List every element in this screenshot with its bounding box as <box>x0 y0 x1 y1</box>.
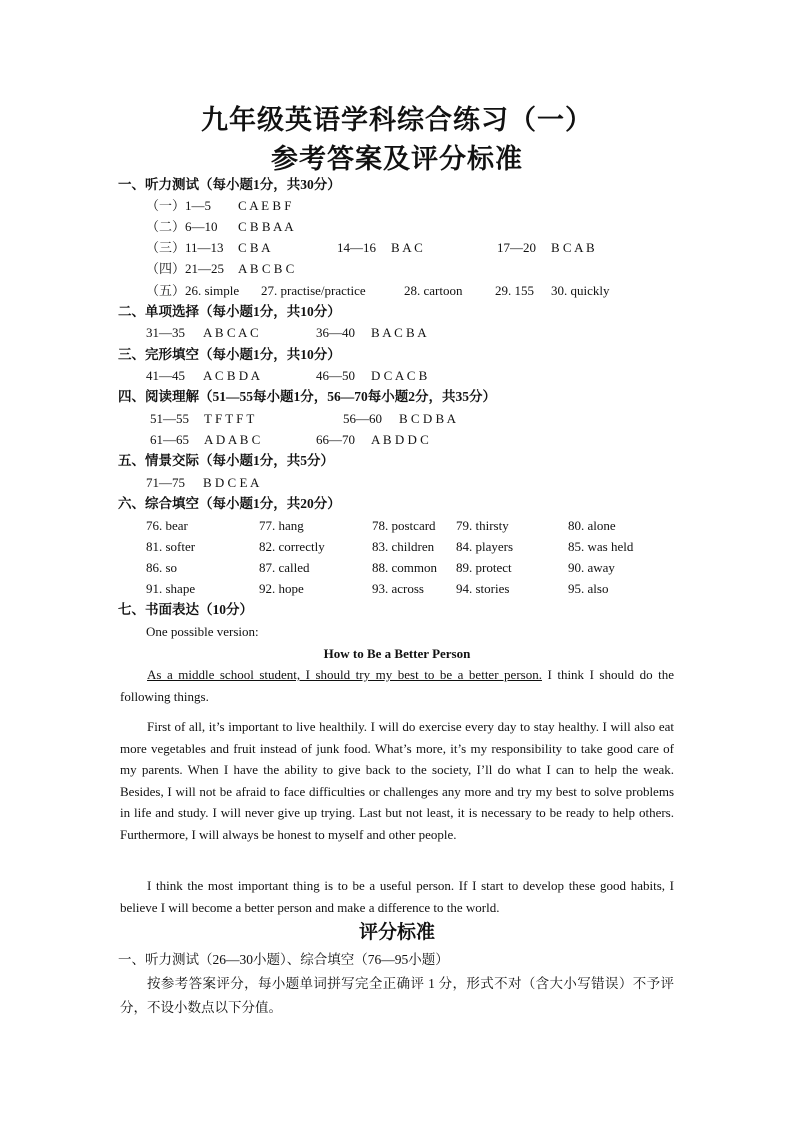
section-3-header: 三、完形填空（每小题1分，共10分） <box>118 347 341 362</box>
answer-letters: C A E B F <box>238 198 292 213</box>
answer-item: 85. was held <box>568 539 634 554</box>
answer-letters: T F T F T <box>204 411 255 426</box>
answer-item: 86. so <box>146 560 178 575</box>
answer-row <box>146 198 292 214</box>
answer-range: （三）11—13 <box>146 240 224 255</box>
underlined-sentence: As a middle school student, I should try my best to be a better person. <box>147 667 542 682</box>
answer-row <box>150 411 457 427</box>
answer-item: 82. correctly <box>259 539 325 554</box>
answer-letters: A B C A C <box>203 325 259 340</box>
answer-item: 78. postcard <box>372 518 436 533</box>
answer-range: （四）21—25 <box>146 261 225 276</box>
essay-paragraph-3: I think the most important thing is to be a useful person. If I start to develop these good habits, I believe I will become a better person and make a difference to the world. <box>120 878 674 915</box>
answer-letters: C B A <box>238 240 271 255</box>
answer-item: 80. alone <box>568 518 616 533</box>
answer-range: 17—20 <box>497 240 536 255</box>
answer-item: 84. players <box>456 539 514 554</box>
answer-range: （二）6—10 <box>146 219 218 234</box>
version-label: One possible version: <box>146 624 259 639</box>
answer-letters: D C A C B <box>371 368 428 383</box>
answer-item: 29. 155 <box>495 283 534 298</box>
answer-letters: B A C <box>391 240 423 255</box>
section-6-header: 六、综合填空（每小题1分，共20分） <box>118 496 341 511</box>
answer-range: 56—60 <box>343 411 382 426</box>
section-7-header: 七、书面表达（10分） <box>118 602 253 617</box>
answer-item: 76. bear <box>146 518 188 533</box>
paragraph-text: I think I should do the following things. <box>120 667 675 704</box>
answer-item: 91. shape <box>146 581 196 596</box>
answer-row <box>146 368 428 384</box>
essay-title: How to Be a Better Person <box>323 646 471 661</box>
answer-item: 77. hang <box>259 518 304 533</box>
answer-item: 30. quickly <box>551 283 610 298</box>
section-1-header: 一、听力测试（每小题1分，共30分） <box>118 177 341 192</box>
answer-item: 93. across <box>372 581 424 596</box>
answer-letters: A C B D A <box>203 368 261 383</box>
answer-range: 66—70 <box>316 432 355 447</box>
answer-letters: B C D B A <box>399 411 457 426</box>
answer-row <box>146 219 294 235</box>
answer-item: 95. also <box>568 581 609 596</box>
grading-rule-1: 一、听力测试（26—30小题）、综合填空（76—95小题） <box>118 952 449 967</box>
section-4-header: 四、阅读理解（51—55每小题1分，56—70每小题2分，共35分） <box>118 389 496 404</box>
answer-item: 87. called <box>259 560 310 575</box>
page-subtitle: 参考答案及评分标准 <box>271 144 523 174</box>
answer-letters: B D C E A <box>203 475 260 490</box>
answer-range: 14—16 <box>337 240 376 255</box>
essay-paragraph-1 <box>120 664 674 707</box>
grading-rule-text: 按参考答案评分，每小题单词拼写完全正确评 1 分，形式不对（含大小写错误）不予评分，不设小数点以下分值。 <box>120 976 674 1015</box>
answer-item: 81. softer <box>146 539 196 554</box>
answer-range: 36—40 <box>316 325 355 340</box>
answer-letters: A B C B C <box>238 261 295 276</box>
answer-range: 71—75 <box>146 475 185 490</box>
answer-letters: B C A B <box>551 240 595 255</box>
answer-range: 51—55 <box>150 411 189 426</box>
answer-item: 90. away <box>568 560 615 575</box>
section-5-header: 五、情景交际（每小题1分，共5分） <box>118 453 334 468</box>
answer-letters: C B B A A <box>238 219 294 234</box>
answer-row <box>146 475 260 491</box>
answer-item: 28. cartoon <box>404 283 463 298</box>
answer-row <box>146 283 646 299</box>
answer-item: 94. stories <box>456 581 510 596</box>
answer-item: 83. children <box>372 539 435 554</box>
answer-range: 61—65 <box>150 432 189 447</box>
grading-title: 评分标准 <box>358 922 435 943</box>
answer-item: 79. thirsty <box>456 518 509 533</box>
answer-range: 46—50 <box>316 368 355 383</box>
answer-letters: B A C B A <box>371 325 427 340</box>
answer-item: （五）26. simple <box>146 283 240 298</box>
answer-item: 88. common <box>372 560 437 575</box>
answer-range: 31—35 <box>146 325 185 340</box>
answer-item: 89. protect <box>456 560 512 575</box>
page-title: 九年级英语学科综合练习（一） <box>201 105 593 135</box>
answer-item: 92. hope <box>259 581 304 596</box>
answer-range: （一）1—5 <box>146 198 212 213</box>
answer-letters: A B D D C <box>371 432 429 447</box>
answer-row <box>146 261 295 277</box>
answer-row <box>146 240 666 256</box>
answer-range: 41—45 <box>146 368 185 383</box>
answer-letters: A D A B C <box>204 432 261 447</box>
answer-row <box>150 432 429 448</box>
section-2-header: 二、单项选择（每小题1分，共10分） <box>118 304 341 319</box>
essay-paragraph-2: First of all, it’s important to live healthily. I will do exercise every day to stay healthy. I will also eat more vegetables and fruit instead of junk food. What’s more, it’s my responsibility to take good care of my parents. When I have the ability to give back to the society, I’ll do what I can to help the weak. Besides, I will not be afraid to face difficulties or challenges any more and try my best to solve problems in life and study. I will never give up trying. Last but not least, it is necessary to be ready to help others. Furthermore, I will always be honest to myself and other people. <box>120 719 674 842</box>
answer-item: 27. practise/practice <box>261 283 366 298</box>
answer-row <box>146 325 427 341</box>
